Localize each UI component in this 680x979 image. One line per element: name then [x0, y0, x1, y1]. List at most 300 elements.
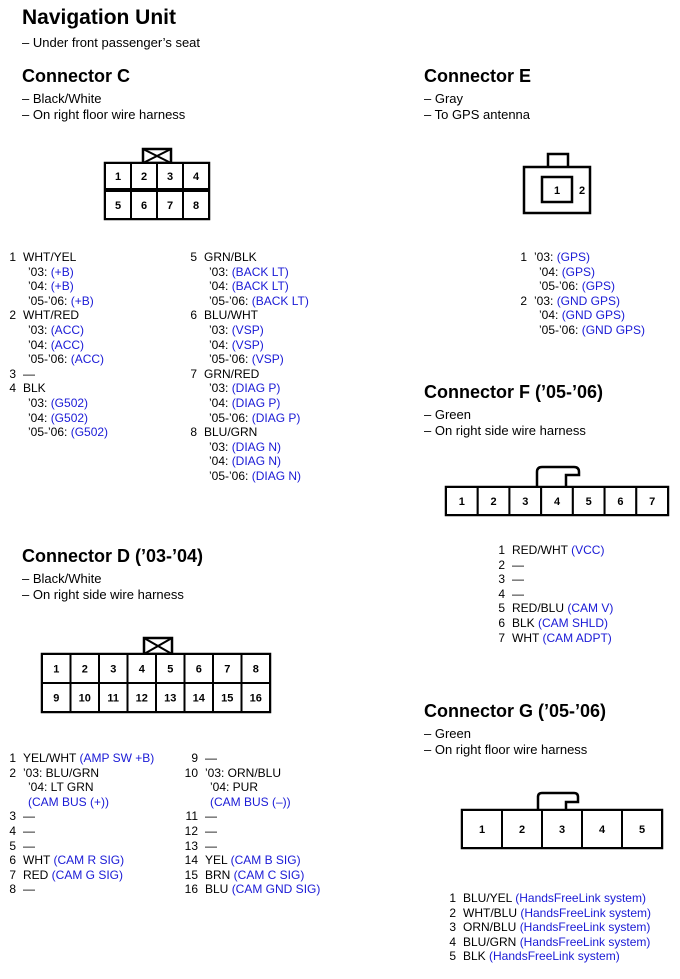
connector-c-diagram: [95, 145, 215, 225]
connector-g-wires: [449, 891, 651, 964]
wire-row: [190, 381, 309, 396]
wire-signal: (GND GPS): [561, 308, 626, 323]
wire-color: BLK: [23, 381, 46, 396]
connector-c-pin: 2: [140, 171, 148, 183]
connector-d-pin: 7: [224, 663, 231, 676]
connector-c-pin: 4: [192, 171, 200, 183]
wire-row: [520, 308, 645, 323]
wire-row: [190, 411, 309, 426]
wire-color: ’04: PUR: [210, 780, 259, 795]
wire-signal: (BACK LT): [251, 293, 309, 308]
wire-color: RED/BLU: [512, 601, 568, 616]
wire-color: ’03:: [209, 264, 232, 279]
wire-color: BLK: [463, 949, 490, 964]
connector-d-pin: 14: [192, 692, 205, 705]
wire-row: [190, 367, 309, 382]
wire-row: [9, 294, 108, 309]
wire-pin-number: [9, 795, 16, 810]
connector-d-pin: 12: [135, 692, 148, 705]
wire-color: —: [512, 557, 524, 572]
wire-signal: (DIAG P): [231, 395, 281, 410]
wire-pin-number: 7: [9, 867, 16, 882]
wire-signal: (CAM G SIG): [51, 867, 124, 882]
connector-g-desc: [424, 726, 587, 758]
wire-color: ’05-’06:: [28, 352, 71, 367]
wire-pin-number: 7: [190, 366, 197, 381]
wire-color: RED: [23, 867, 52, 882]
connector-f-pin: 3: [522, 496, 529, 508]
wire-color: GRN/RED: [204, 366, 260, 381]
wire-row: [9, 766, 154, 781]
wire-pin-number: 1: [9, 250, 16, 264]
wire-row: [520, 250, 645, 265]
wire-signal: (GPS): [556, 250, 591, 264]
connector-e-wires: [520, 250, 645, 338]
connector-f-pin: 1: [458, 496, 465, 508]
wire-color: ’05-’06:: [28, 425, 71, 440]
wire-pin-number: [190, 440, 197, 455]
wire-pin-number: [190, 396, 197, 411]
connector-e-color: – Gray: [424, 91, 464, 106]
wire-color: ’03:: [28, 264, 51, 279]
wire-color: ’04:: [539, 308, 562, 323]
page-title: Navigation Unit: [22, 6, 177, 29]
wire-color: —: [23, 809, 35, 824]
connector-f-diagram: [440, 462, 672, 520]
wire-color: WHT/YEL: [23, 250, 77, 264]
wire-row: [190, 338, 309, 353]
wire-signal: (BACK LT): [231, 279, 289, 294]
connector-e-pin-1: 1: [553, 185, 561, 197]
wire-color: ’05-’06:: [209, 352, 252, 367]
connector-d-pin: 5: [167, 663, 174, 676]
connector-g-pin: 5: [638, 824, 646, 836]
wire-color: ’03:: [209, 322, 232, 337]
wire-row: [190, 454, 309, 469]
wire-color: ’04:: [209, 395, 232, 410]
wire-pin-number: 5: [9, 838, 16, 853]
wire-row: [9, 751, 154, 766]
wire-color: ’05-’06:: [28, 293, 71, 308]
connector-f-pin: 2: [490, 496, 497, 508]
wire-color: ’04:: [28, 279, 51, 294]
wire-color: ’04:: [209, 454, 232, 469]
wire-signal: (CAM GND SIG): [231, 882, 321, 897]
wire-row: [9, 809, 154, 824]
wire-row: [184, 868, 320, 883]
connector-f-latch: [537, 467, 579, 487]
wire-row: [498, 543, 613, 558]
wire-color: ’05-’06:: [209, 468, 252, 483]
wire-color: BLU: [205, 882, 232, 897]
wire-row: [9, 824, 154, 839]
wire-color: ’03: BLU/GRN: [23, 765, 100, 780]
wire-pin-number: [9, 279, 16, 294]
wire-signal: (CAM BUS (–)): [210, 794, 291, 809]
wire-color: BLU/YEL: [463, 891, 516, 905]
wire-pin-number: [190, 352, 197, 367]
wire-pin-number: [9, 425, 16, 440]
wire-signal: (GPS): [581, 279, 616, 294]
wire-pin-number: [9, 352, 16, 367]
connector-f-pin: 5: [585, 496, 592, 508]
wire-color: —: [205, 823, 217, 838]
wire-row: [9, 352, 108, 367]
wire-color: ’04:: [209, 337, 232, 352]
connector-d-location: – On right side wire harness: [22, 587, 184, 602]
wire-signal: (VSP): [231, 322, 264, 337]
wire-signal: (CAM B SIG): [230, 853, 301, 868]
connector-f-wires: [498, 543, 613, 645]
wire-signal: (DIAG N): [231, 439, 282, 454]
connector-d-pin: 8: [252, 663, 259, 676]
wire-color: ’03: ORN/BLU: [205, 765, 282, 780]
wire-pin-number: [9, 323, 16, 338]
wire-pin-number: 14: [184, 853, 198, 868]
wire-color: ’03:: [209, 439, 232, 454]
wire-color: RED/WHT: [512, 543, 572, 557]
wire-signal: (GND GPS): [556, 293, 621, 308]
connector-e-pin-2: 2: [578, 185, 586, 197]
wire-pin-number: 2: [449, 905, 456, 920]
connector-c-pin: 3: [166, 171, 174, 183]
wire-signal: (VCC): [571, 543, 605, 557]
wire-color: WHT: [512, 630, 543, 645]
wire-signal: (ACC): [70, 352, 105, 367]
wire-row: [184, 766, 320, 781]
wire-row: [9, 882, 154, 897]
wire-color: YEL: [205, 853, 231, 868]
wire-color: ’05-’06:: [539, 279, 582, 294]
wire-color: BLU/GRN: [204, 425, 258, 440]
wire-signal: (DIAG P): [231, 381, 281, 396]
connector-d-pin: 1: [53, 663, 60, 676]
connector-d-color: – Black/White: [22, 571, 102, 586]
wire-row: [9, 839, 154, 854]
wire-signal: (G502): [50, 395, 89, 410]
connector-g-latch: [538, 793, 578, 810]
connector-d-pin: 10: [78, 692, 91, 705]
wire-pin-number: 6: [190, 308, 197, 323]
wire-signal: (DIAG P): [251, 410, 301, 425]
wire-row: [184, 853, 320, 868]
wire-color: ’04: LT GRN: [28, 780, 94, 795]
wire-row: [498, 601, 613, 616]
wire-pin-number: [9, 294, 16, 309]
connector-e-diagram: [520, 150, 600, 218]
wire-row: [184, 780, 320, 795]
connector-g-pin: 3: [558, 824, 566, 836]
wire-pin-number: 1: [449, 891, 456, 905]
wire-pin-number: 4: [9, 381, 16, 396]
wire-pin-number: [190, 294, 197, 309]
wire-pin-number: 16: [184, 882, 198, 897]
wire-row: [449, 891, 651, 906]
connector-e-desc: [424, 91, 530, 123]
wire-color: —: [512, 572, 524, 587]
connector-d-pin: 3: [110, 663, 117, 676]
wire-row: [9, 381, 108, 396]
wire-row: [498, 558, 613, 573]
connector-e-location: – To GPS antenna: [424, 107, 531, 122]
wire-row: [190, 265, 309, 280]
connector-f-pin: 7: [649, 496, 656, 508]
connector-g-diagram: [456, 786, 668, 852]
wire-row: [9, 795, 154, 810]
wire-row: [520, 265, 645, 280]
wire-pin-number: [190, 411, 197, 426]
wire-pin-number: 2: [498, 557, 505, 572]
wire-color: ’05-’06:: [209, 410, 252, 425]
wire-pin-number: 3: [449, 920, 456, 935]
wire-pin-number: 12: [184, 823, 198, 838]
wire-pin-number: 3: [9, 809, 16, 824]
wire-color: ’03:: [28, 395, 51, 410]
wire-row: [184, 751, 320, 766]
wire-row: [9, 868, 154, 883]
wire-row: [449, 906, 651, 921]
connector-c-desc: [22, 91, 185, 123]
wire-signal: (HandsFreeLink system): [489, 949, 620, 964]
wire-pin-number: [9, 265, 16, 280]
connector-d-pin: 11: [107, 692, 120, 705]
connector-d-title: Connector D (’03-’04): [22, 546, 204, 566]
wire-row: [184, 882, 320, 897]
wire-pin-number: [9, 338, 16, 353]
wire-pin-number: 1: [498, 543, 505, 557]
wire-pin-number: 6: [9, 853, 16, 868]
wire-pin-number: 5: [190, 250, 197, 264]
wire-color: ’05-’06:: [539, 322, 582, 337]
wire-row: [498, 616, 613, 631]
wire-pin-number: 10: [184, 765, 198, 780]
wire-pin-number: [520, 265, 527, 280]
wire-pin-number: 5: [449, 949, 456, 964]
wire-row: [190, 440, 309, 455]
wire-signal: (HandsFreeLink system): [520, 905, 652, 920]
connector-c-pin: 5: [114, 200, 122, 212]
wire-color: WHT/BLU: [463, 905, 521, 920]
wire-signal: (CAM BUS (+)): [28, 794, 109, 809]
wire-row: [9, 338, 108, 353]
wire-color: ’04:: [539, 264, 562, 279]
wire-pin-number: [9, 780, 16, 795]
wire-pin-number: 3: [9, 366, 16, 381]
wire-row: [190, 294, 309, 309]
wire-color: ’04:: [28, 337, 51, 352]
wire-pin-number: 1: [520, 250, 527, 264]
wire-color: BLU/GRN: [463, 934, 520, 949]
wire-signal: (GND GPS): [581, 322, 646, 337]
wire-signal: (VSP): [251, 352, 284, 367]
wire-color: BLK: [512, 615, 539, 630]
wire-signal: (CAM R SIG): [53, 853, 125, 868]
wire-signal: (DIAG N): [251, 468, 302, 483]
wire-signal: (+B): [70, 293, 94, 308]
wire-color: BRN: [205, 867, 234, 882]
wire-pin-number: [190, 265, 197, 280]
wire-color: —: [23, 838, 35, 853]
wire-pin-number: [184, 795, 198, 810]
wire-pin-number: 13: [184, 838, 198, 853]
wire-pin-number: 4: [498, 586, 505, 601]
connector-c-wires-left: [9, 250, 108, 440]
wire-color: ’03:: [534, 250, 557, 264]
wire-signal: (+B): [50, 264, 74, 279]
wire-color: ’04:: [28, 410, 51, 425]
wire-color: —: [23, 366, 35, 381]
connector-f-pin: 6: [617, 496, 624, 508]
connector-d-pin: 15: [221, 692, 234, 705]
wire-row: [9, 265, 108, 280]
wire-pin-number: 5: [498, 601, 505, 616]
wire-signal: (VSP): [231, 337, 264, 352]
wire-pin-number: [190, 338, 197, 353]
wire-row: [190, 396, 309, 411]
connector-c-title: Connector C: [22, 66, 130, 86]
wire-row: [190, 308, 309, 323]
wire-color: —: [205, 838, 217, 853]
wire-pin-number: [190, 469, 197, 484]
connector-f-desc: [424, 407, 586, 439]
wire-row: [449, 920, 651, 935]
connector-g-location: – On right floor wire harness: [424, 742, 588, 757]
wire-color: —: [512, 586, 524, 601]
connector-d-diagram: [36, 634, 276, 718]
wire-pin-number: 8: [9, 882, 16, 897]
wire-pin-number: 2: [9, 308, 16, 323]
wire-row: [498, 587, 613, 602]
connector-d-pin: 6: [195, 663, 202, 676]
wire-row: [190, 352, 309, 367]
wire-color: ’05-’06:: [209, 293, 252, 308]
wire-signal: (HandsFreeLink system): [515, 891, 646, 905]
wire-row: [9, 323, 108, 338]
wire-signal: (DIAG N): [231, 454, 282, 469]
wire-color: —: [23, 882, 35, 897]
wire-row: [498, 631, 613, 646]
wire-pin-number: [190, 454, 197, 469]
wire-signal: (CAM C SIG): [233, 867, 305, 882]
wire-signal: (CAM V): [567, 601, 614, 616]
wire-pin-number: 2: [9, 765, 16, 780]
wire-row: [9, 411, 108, 426]
connector-f-location: – On right side wire harness: [424, 423, 586, 438]
wire-pin-number: 8: [190, 425, 197, 440]
wire-color: —: [23, 823, 35, 838]
connector-g-pin: 1: [478, 824, 486, 836]
wire-pin-number: [190, 381, 197, 396]
wire-signal: (ACC): [50, 322, 85, 337]
wire-row: [9, 308, 108, 323]
connector-c-location: – On right floor wire harness: [22, 107, 186, 122]
wire-row: [190, 279, 309, 294]
connector-d-pin: 16: [249, 692, 262, 705]
wire-row: [190, 250, 309, 265]
wire-row: [184, 809, 320, 824]
wire-row: [184, 795, 320, 810]
wire-row: [190, 469, 309, 484]
wire-signal: (CAM SHLD): [538, 615, 609, 630]
wire-color: ’04:: [209, 279, 232, 294]
connector-f-title: Connector F (’05-’06): [424, 382, 604, 402]
wire-signal: (GPS): [561, 264, 596, 279]
wire-row: [190, 323, 309, 338]
wire-row: [184, 839, 320, 854]
wire-color: GRN/BLK: [204, 250, 257, 264]
wire-signal: (+B): [50, 279, 74, 294]
wire-row: [520, 323, 645, 338]
wire-pin-number: 4: [449, 934, 456, 949]
connector-g-pin: 4: [598, 824, 606, 836]
connector-d-desc: [22, 571, 184, 603]
connector-c-pin: 7: [166, 200, 174, 212]
connector-c-pin: 1: [114, 171, 122, 183]
connector-d-pin: 2: [81, 663, 88, 676]
connector-f-pin: 4: [553, 496, 561, 508]
wire-color: YEL/WHT: [23, 751, 80, 765]
wire-pin-number: 15: [184, 867, 198, 882]
wire-color: —: [205, 809, 217, 824]
wire-pin-number: [9, 411, 16, 426]
wire-row: [449, 935, 651, 950]
connector-e-title: Connector E: [424, 66, 532, 86]
wire-color: BLU/WHT: [204, 308, 258, 323]
wire-pin-number: [190, 279, 197, 294]
wire-row: [9, 780, 154, 795]
wire-pin-number: 7: [498, 630, 505, 645]
wire-pin-number: 1: [9, 751, 16, 765]
wire-pin-number: 3: [498, 572, 505, 587]
connector-d-wires-left: [9, 751, 154, 897]
wire-pin-number: 6: [498, 615, 505, 630]
wire-signal: (BACK LT): [231, 264, 289, 279]
connector-g-color: – Green: [424, 726, 471, 741]
wire-row: [190, 425, 309, 440]
wire-row: [9, 367, 108, 382]
wire-signal: (HandsFreeLink system): [519, 920, 651, 935]
connector-c-pin: 8: [192, 200, 200, 212]
wire-signal: (ACC): [50, 337, 85, 352]
wire-signal: (G502): [50, 410, 89, 425]
wire-row: [9, 853, 154, 868]
connector-d-pin: 13: [164, 692, 177, 705]
wire-row: [9, 396, 108, 411]
wire-signal: (G502): [70, 425, 109, 440]
wire-row: [498, 572, 613, 587]
wire-color: WHT/RED: [23, 308, 79, 323]
wire-row: [9, 279, 108, 294]
page-subtitle: – Under front passenger’s seat: [22, 35, 201, 50]
wire-color: WHT: [23, 853, 54, 868]
wire-pin-number: [184, 780, 198, 795]
wire-pin-number: 9: [191, 751, 198, 765]
wire-signal: (AMP SW +B): [79, 751, 155, 765]
wire-color: ’03:: [209, 381, 232, 396]
wire-row: [520, 294, 645, 309]
connector-d-pin: 9: [53, 692, 60, 705]
connector-d-pin: 4: [138, 663, 145, 676]
connector-c-color: – Black/White: [22, 91, 102, 106]
wire-pin-number: 2: [520, 293, 527, 308]
wire-color: ’03:: [534, 293, 557, 308]
connector-c-wires-right: [190, 250, 309, 484]
wire-row: [9, 425, 108, 440]
wire-row: [9, 250, 108, 265]
wire-pin-number: [9, 396, 16, 411]
wire-color: ORN/BLU: [463, 920, 520, 935]
wire-pin-number: 4: [9, 823, 16, 838]
